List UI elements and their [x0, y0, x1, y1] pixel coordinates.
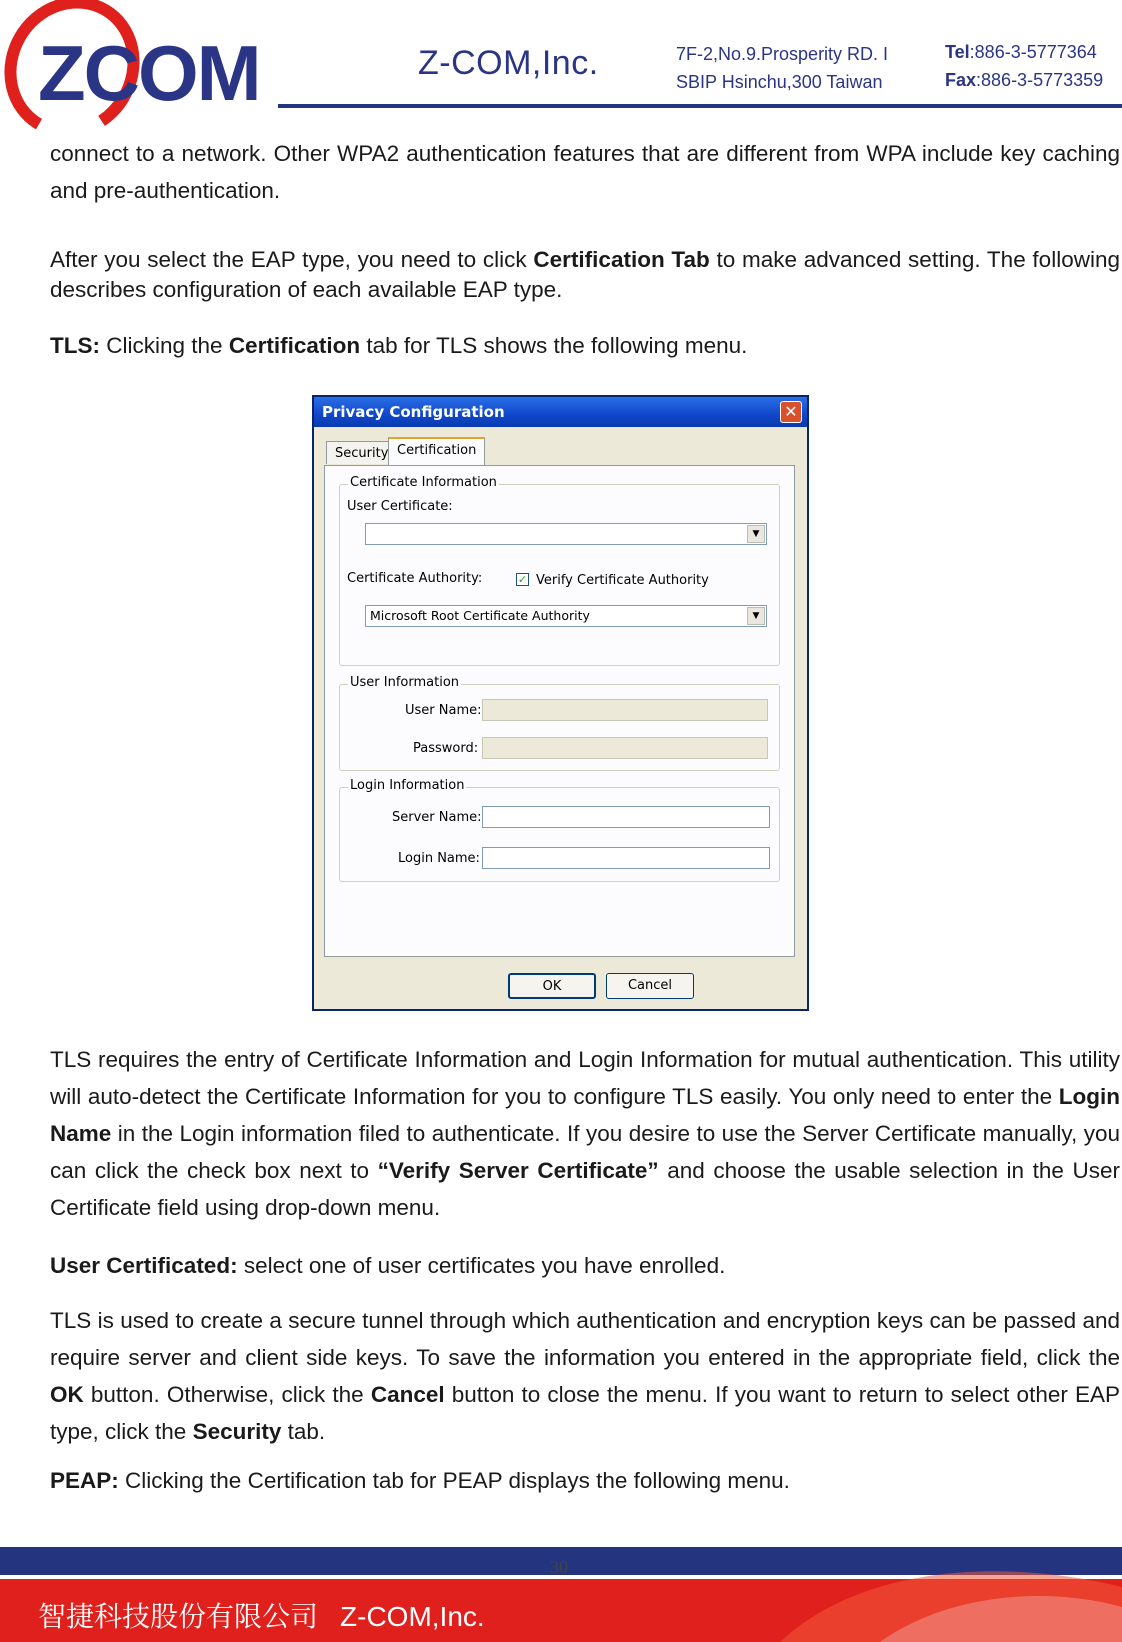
- address-line-2: SBIP Hsinchu,300 Taiwan: [676, 72, 883, 92]
- page-number: 30: [550, 1557, 568, 1577]
- text-bold: TLS:: [50, 333, 100, 358]
- text-bold: OK: [50, 1382, 84, 1407]
- server-name-input[interactable]: [482, 806, 770, 828]
- certificate-authority-label: Certificate Authority:: [347, 571, 483, 586]
- server-name-label: Server Name:: [392, 810, 482, 825]
- chevron-down-icon[interactable]: ▼: [747, 525, 765, 543]
- group-title: Login Information: [350, 778, 465, 793]
- certificate-authority-select[interactable]: [365, 605, 767, 627]
- privacy-configuration-dialog: [312, 395, 809, 1011]
- footer-company: [38, 1595, 485, 1635]
- tab-panel: [324, 465, 795, 957]
- close-icon[interactable]: ✕: [780, 401, 802, 423]
- login-information-group: [339, 778, 780, 882]
- verify-certificate-checkbox[interactable]: ✓: [517, 573, 528, 586]
- text: button. Otherwise, click the: [83, 1382, 371, 1407]
- paragraph-peap-intro: [50, 1462, 1120, 1499]
- tab-security[interactable]: Security: [326, 441, 397, 464]
- text: Clicking the: [100, 333, 229, 358]
- verify-certificate-label: Verify Certificate Authority: [536, 573, 709, 588]
- header-rule: [278, 104, 1122, 108]
- cancel-button[interactable]: Cancel: [606, 973, 694, 999]
- paragraph-tls-requirements: [50, 1041, 1120, 1226]
- text: tab.: [281, 1419, 326, 1444]
- password-label: Password:: [413, 741, 479, 756]
- login-name-label: Login Name:: [398, 851, 480, 866]
- certificate-information-group: [339, 475, 780, 666]
- text: select one of user certificates you have enrolled.: [237, 1253, 726, 1278]
- text-bold: Security: [192, 1419, 282, 1444]
- selected-value: Microsoft Root Certificate Authority: [370, 608, 590, 623]
- paragraph-tls-intro: [50, 327, 1120, 364]
- group-title: User Information: [350, 675, 460, 690]
- text: in the Login information filed to authenticate. If you desire to use the Server Certificate manually, you can click the check box next to: [50, 1121, 1120, 1183]
- footer-company-name: Z-COM,Inc.: [340, 1601, 485, 1632]
- text-bold: “Verify Server Certificate”: [377, 1158, 659, 1183]
- address-line-1: 7F-2,No.9.Prosperity RD. I: [676, 44, 889, 64]
- text: Clicking the Certification tab for PEAP displays the following menu.: [118, 1468, 790, 1493]
- user-information-group: [339, 675, 780, 771]
- header-address: [676, 40, 888, 96]
- text: TLS requires the entry of Certificate Information and Login Information for mutual authentication. This utility will auto-detect the Certificate Information for you to configure TLS easily. You only need to enter the: [50, 1047, 1120, 1109]
- text-bold: Certification Tab: [533, 247, 710, 272]
- text: and choose the usable selection in the User Certificate field using drop-down menu.: [50, 1158, 1120, 1220]
- text-bold: Login Name: [50, 1084, 1120, 1146]
- text-bold: Cancel: [370, 1382, 445, 1407]
- tel-value: :886-3-5777364: [969, 42, 1097, 62]
- fax-line: [945, 66, 1103, 94]
- user-certificate-select[interactable]: [365, 523, 767, 545]
- password-input[interactable]: [482, 737, 768, 759]
- paragraph-tls-tunnel: [50, 1302, 1120, 1450]
- text: After you select the EAP type, you need to click: [50, 247, 534, 272]
- text: TLS is used to create a secure tunnel through which authentication and encryption keys can be passed and require server and client side keys. To save the information you entered in the appropriate field, click the: [50, 1308, 1120, 1370]
- header-contact: [945, 38, 1103, 94]
- paragraph-eap-intro: [50, 245, 1120, 305]
- chevron-down-icon[interactable]: ▼: [747, 607, 765, 625]
- ok-button[interactable]: OK: [508, 973, 596, 999]
- text-bold: User Certificated:: [50, 1253, 238, 1278]
- text: to make advanced setting. The following describes configuration of each available EAP type.: [50, 247, 1120, 302]
- text: tab for TLS shows the following menu.: [360, 333, 748, 358]
- tab-certification[interactable]: Certification: [388, 437, 485, 465]
- dialog-title-bar: [314, 397, 807, 427]
- paragraph-user-certificated: [50, 1247, 1120, 1284]
- user-name-label: User Name:: [405, 703, 482, 718]
- user-certificate-label: User Certificate:: [347, 499, 453, 514]
- user-name-input[interactable]: [482, 699, 768, 721]
- fax-value: :886-3-5773359: [976, 70, 1104, 90]
- zcom-logo: [0, 0, 280, 135]
- group-title: Certificate Information: [350, 475, 497, 490]
- tel-line: [945, 38, 1103, 66]
- login-name-input[interactable]: [482, 847, 770, 869]
- text-bold: Certification: [228, 333, 361, 358]
- text: button to close the menu. If you want to return to select other EAP type, click the: [50, 1382, 1121, 1444]
- footer-chinese-name: 智捷科技股份有限公司: [38, 1601, 319, 1632]
- logo-text: ZCOM: [38, 29, 260, 117]
- dialog-title: Privacy Configuration: [322, 403, 505, 421]
- fax-label: Fax: [945, 70, 977, 90]
- paragraph-wpa2: connect to a network. Other WPA2 authentication features that are different from WPA include key caching and pre-authentication.: [50, 141, 1120, 203]
- text-bold: PEAP:: [50, 1468, 119, 1493]
- tel-label: Tel: [945, 42, 970, 62]
- header-company: Z-COM,Inc.: [418, 44, 599, 82]
